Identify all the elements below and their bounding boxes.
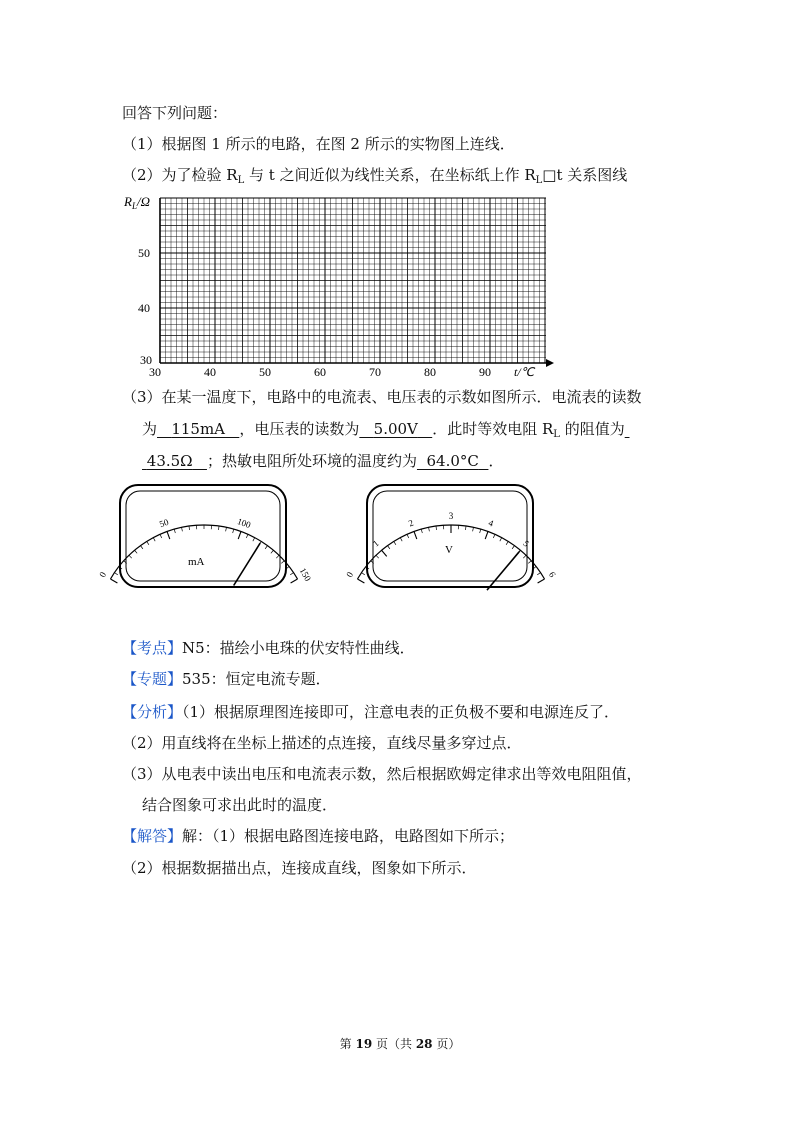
vm-tick-label: 6: [546, 570, 558, 579]
answer-temperature: 64.0°C: [426, 452, 479, 470]
am-tick: [233, 529, 234, 533]
vm-tick-label: 4: [487, 517, 495, 529]
am-tick: [226, 527, 227, 531]
vm-tick: [538, 579, 545, 583]
q3-text-c: ．此时等效电阻 R: [432, 420, 554, 438]
q2-post: □t 关系图线: [542, 166, 628, 184]
am-tick: [160, 534, 162, 538]
fenxi-text-1: （1）根据原理图连接即可，注意电表的正负极不要和电源连反了．: [182, 703, 620, 721]
am-tick: [153, 538, 155, 542]
vm-tick: [493, 534, 495, 538]
am-tick: [174, 529, 175, 533]
vm-tick-label: 5: [521, 538, 532, 549]
x-tick-50: 50: [259, 365, 271, 379]
vm-tick: [485, 532, 488, 540]
vm-tick: [400, 538, 402, 542]
am-tick: [189, 526, 190, 530]
voltmeter-unit: V: [445, 544, 453, 556]
vm-tick-label: 1: [370, 538, 381, 549]
answer-current: 115mA: [171, 420, 226, 438]
q3-text-f: ．: [488, 452, 504, 470]
zhuanti-text: 535：恒定电流专题．: [182, 670, 331, 688]
graph-paper: [118, 188, 558, 378]
fenxi-line3: （3）从电表中读出电压和电流表示数，然后根据欧姆定律求出等效电阻阻值，: [122, 765, 642, 783]
kaodian-line: [122, 638, 415, 658]
fenxi-tag: 【分析】: [122, 703, 183, 721]
y-tick-50: 50: [138, 246, 150, 260]
am-tick-label: 150: [297, 566, 314, 583]
vm-tick: [523, 555, 526, 558]
zhuanti-line: [122, 669, 331, 689]
vm-tick: [376, 555, 379, 558]
answer-resistance: 43.5Ω: [146, 452, 193, 470]
am-tick-label: 0: [97, 570, 109, 579]
vm-tick: [382, 550, 387, 556]
am-tick-label: 50: [158, 516, 170, 530]
intro-text: 回答下列问题：: [122, 104, 228, 122]
am-tick: [110, 579, 117, 583]
ammeter-dial: [97, 483, 314, 591]
vm-tick: [500, 538, 502, 542]
am-tick: [276, 555, 279, 558]
q3-text-e: ；热敏电阻所处环境的温度约为: [206, 452, 417, 470]
vm-tick: [512, 546, 514, 549]
vm-tick-label: 3: [448, 511, 454, 521]
kaodian-tag: 【考点】: [122, 639, 183, 657]
vm-tick: [436, 526, 437, 530]
ammeter-needle: [234, 543, 260, 585]
q3-text-b: ，电压表的读数为: [239, 420, 360, 438]
vm-tick: [429, 527, 430, 531]
x-tick-80: 80: [424, 365, 436, 379]
x-tick-30: 30: [149, 365, 161, 379]
vm-tick: [465, 526, 466, 530]
question-3-line2: [142, 419, 629, 445]
am-tick: [114, 573, 117, 575]
y-tick-40: 40: [138, 301, 150, 315]
vm-tick-label: 0: [344, 570, 356, 579]
question-1: （1）根据图 1 所示的电路，在图 2 所示的实物图上连线．: [122, 135, 515, 153]
am-scale-arc: [110, 525, 297, 579]
am-tick: [290, 573, 293, 575]
am-tick-label: 100: [235, 516, 253, 531]
q2-sub2: L: [535, 175, 543, 186]
jieda-line1: [122, 826, 514, 846]
vm-tick: [388, 546, 390, 549]
x-tick-70: 70: [369, 365, 381, 379]
am-tick: [129, 555, 132, 558]
jieda-text-1: 解：（1）根据电路图连接电路，电路图如下所示；: [182, 827, 515, 845]
fenxi-line4: 结合图象可求出此时的温度．: [142, 796, 338, 814]
graph-x-label: t/℃: [514, 365, 535, 379]
am-tick: [291, 579, 298, 583]
vm-tick: [407, 534, 409, 538]
answer-voltage: 5.00V: [373, 420, 418, 438]
am-tick: [218, 526, 219, 530]
am-tick: [141, 546, 143, 549]
ammeter-unit: mA: [188, 556, 205, 568]
vm-tick: [528, 561, 531, 564]
page-total: 28: [415, 1037, 433, 1051]
x-tick-60: 60: [314, 365, 326, 379]
q2-mid: 与 t 之间近似为线性关系，在坐标纸上作 R: [244, 166, 536, 184]
page-footer: 第 19 页（共 28 页）: [339, 1037, 461, 1051]
vm-tick: [480, 529, 481, 533]
am-tick: [271, 550, 274, 553]
q2-sub1: L: [237, 175, 245, 186]
kaodian-text: N5：描绘小电珠的伏安特性曲线．: [182, 639, 415, 657]
question-3-line3: [142, 451, 503, 471]
q3-text-d: 的阻值为: [559, 420, 625, 438]
vm-tick: [414, 532, 417, 540]
q3-text-a: 为: [142, 420, 158, 438]
vm-tick: [357, 579, 364, 583]
voltmeter-dial: [344, 483, 558, 591]
vm-tick: [537, 573, 540, 575]
am-tick: [238, 532, 241, 540]
am-tick: [182, 527, 183, 531]
question-3-line1: （3）在某一温度下，电路中的电流表、电压表的示数如图所示．电流表的读数: [122, 388, 642, 406]
x-tick-90: 90: [479, 365, 491, 379]
jieda-line2: （2）根据数据描出点，连接成直线，图象如下所示．: [122, 859, 477, 877]
am-tick: [265, 546, 267, 549]
x-tick-40: 40: [204, 365, 216, 379]
vm-tick: [361, 573, 364, 575]
q3-sub: L: [553, 429, 560, 440]
am-tick: [167, 532, 170, 540]
jieda-tag: 【解答】: [122, 827, 183, 845]
graph-y-label: $R_L/\Omega$: [124, 194, 150, 211]
vm-tick: [421, 529, 422, 533]
am-tick: [246, 534, 248, 538]
am-tick: [281, 561, 284, 564]
voltmeter-needle: [487, 552, 519, 590]
vm-tick: [473, 527, 474, 531]
zhuanti-tag: 【专题】: [122, 670, 183, 688]
q2-pre: （2）为了检验 R: [122, 166, 238, 184]
fenxi-line2: （2）用直线将在坐标上描述的点连接，直线尽量多穿过点．: [122, 734, 522, 752]
page-number: 19: [355, 1037, 373, 1051]
fenxi-line1: [122, 702, 619, 722]
am-tick: [253, 538, 255, 542]
y-tick-30: 30: [140, 353, 152, 367]
am-tick: [135, 550, 138, 553]
vm-tick-label: 2: [407, 517, 415, 529]
